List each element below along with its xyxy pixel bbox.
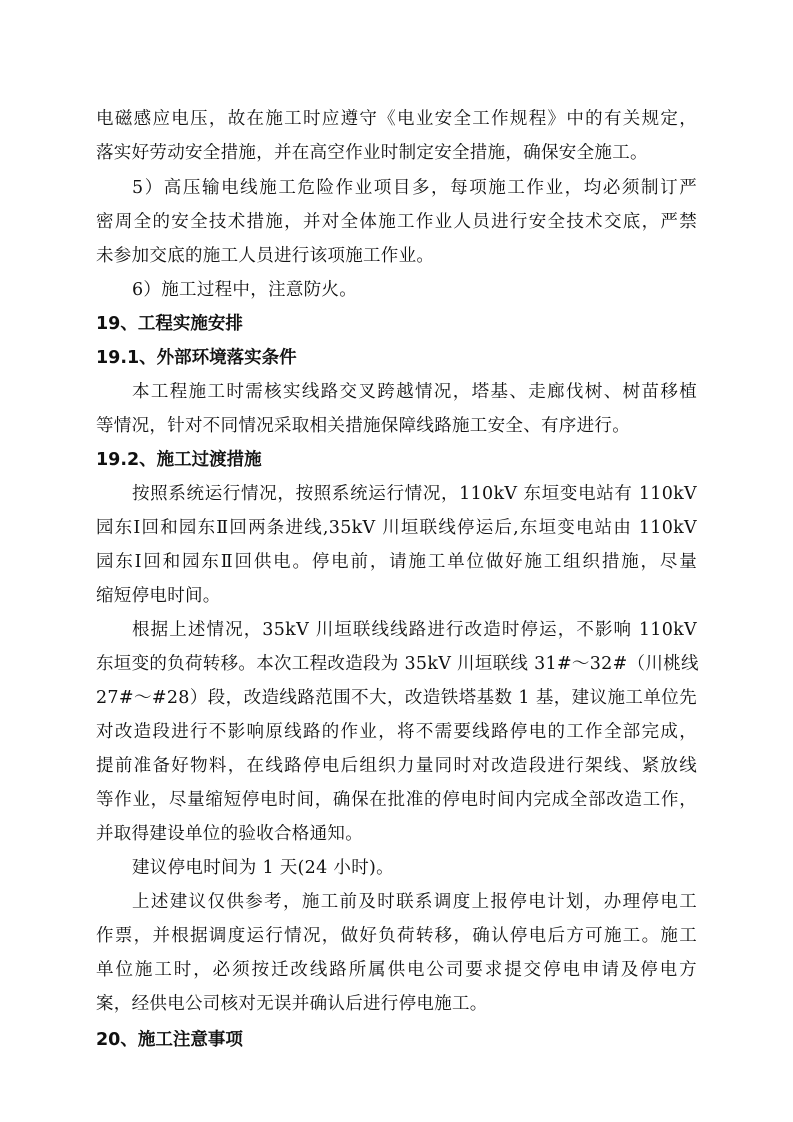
paragraph-line: 密周全的安全技术措施，并对全体施工作业人员进行安全技术交底，严禁 — [96, 212, 697, 232]
paragraph-line: 作票，并根据调度运行情况，做好负荷转移，确认停电后方可施工。施工 — [96, 926, 697, 946]
paragraph-line: 缩短停电时间。 — [96, 586, 221, 606]
section-heading: 19.1、外部环境落实条件 — [96, 348, 297, 368]
paragraph-line: 对改造段进行不影响原线路的作业，将不需要线路停电的工作全部完成， — [96, 722, 697, 742]
paragraph-line: 电磁感应电压，故在施工时应遵守《电业安全工作规程》中的有关规定， — [96, 109, 697, 129]
paragraph-line: 提前准备好物料，在线路停电后组织力量同时对改造段进行架线、紧放线 — [96, 756, 697, 776]
paragraph-line: 6）施工过程中，注意防火。 — [132, 280, 358, 300]
paragraph-line: 上述建议仅供参考，施工前及时联系调度上报停电计划，办理停电工 — [132, 892, 697, 912]
section-heading: 20、施工注意事项 — [96, 1030, 243, 1050]
paragraph-line: 27#～#28）段，改造线路范围不大，改造铁塔基数 1 基，建议施工单位先 — [96, 688, 697, 708]
paragraph-line: 根据上述情况，35kV 川垣联线线路进行改造时停运，不影响 110kV — [132, 620, 697, 640]
paragraph-line: 按照系统运行情况，按照系统运行情况，110kV 东垣变电站有 110kV — [132, 484, 697, 504]
paragraph-line: 园东Ⅰ回和园东Ⅱ回供电。停电前，请施工单位做好施工组织措施，尽量 — [96, 552, 697, 572]
paragraph-line: 并取得建设单位的验收合格通知。 — [96, 824, 363, 844]
section-heading: 19、工程实施安排 — [96, 314, 243, 334]
paragraph-line: 5）高压输电线施工危险作业项目多，每项施工作业，均必须制订严 — [132, 178, 697, 198]
paragraph-line: 案，经供电公司核对无误并确认后进行停电施工。 — [96, 994, 488, 1014]
paragraph-line: 建议停电时间为 1 天(24 小时)。 — [132, 858, 394, 878]
paragraph-line: 等情况，针对不同情况采取相关措施保障线路施工安全、有序进行。 — [96, 416, 630, 436]
paragraph-line: 落实好劳动安全措施，并在高空作业时制定安全措施，确保安全施工。 — [96, 143, 648, 163]
paragraph-line: 等作业，尽量缩短停电时间，确保在批准的停电时间内完成全部改造工作， — [96, 790, 697, 810]
paragraph-line: 未参加交底的施工人员进行该项施工作业。 — [96, 246, 435, 266]
paragraph-line: 东垣变的负荷转移。本次工程改造段为 35kV 川垣联线 31#～32#（川桃线 — [96, 654, 699, 674]
paragraph-line: 本工程施工时需核实线路交叉跨越情况，塔基、走廊伐树、树苗移植 — [132, 382, 697, 402]
section-heading: 19.2、施工过渡措施 — [96, 450, 262, 470]
paragraph-line: 单位施工时，必须按迁改线路所属供电公司要求提交停电申请及停电方 — [96, 960, 697, 980]
paragraph-line: 园东Ⅰ回和园东Ⅱ回两条进线,35kV 川垣联线停运后,东垣变电站由 110kV — [96, 518, 697, 538]
